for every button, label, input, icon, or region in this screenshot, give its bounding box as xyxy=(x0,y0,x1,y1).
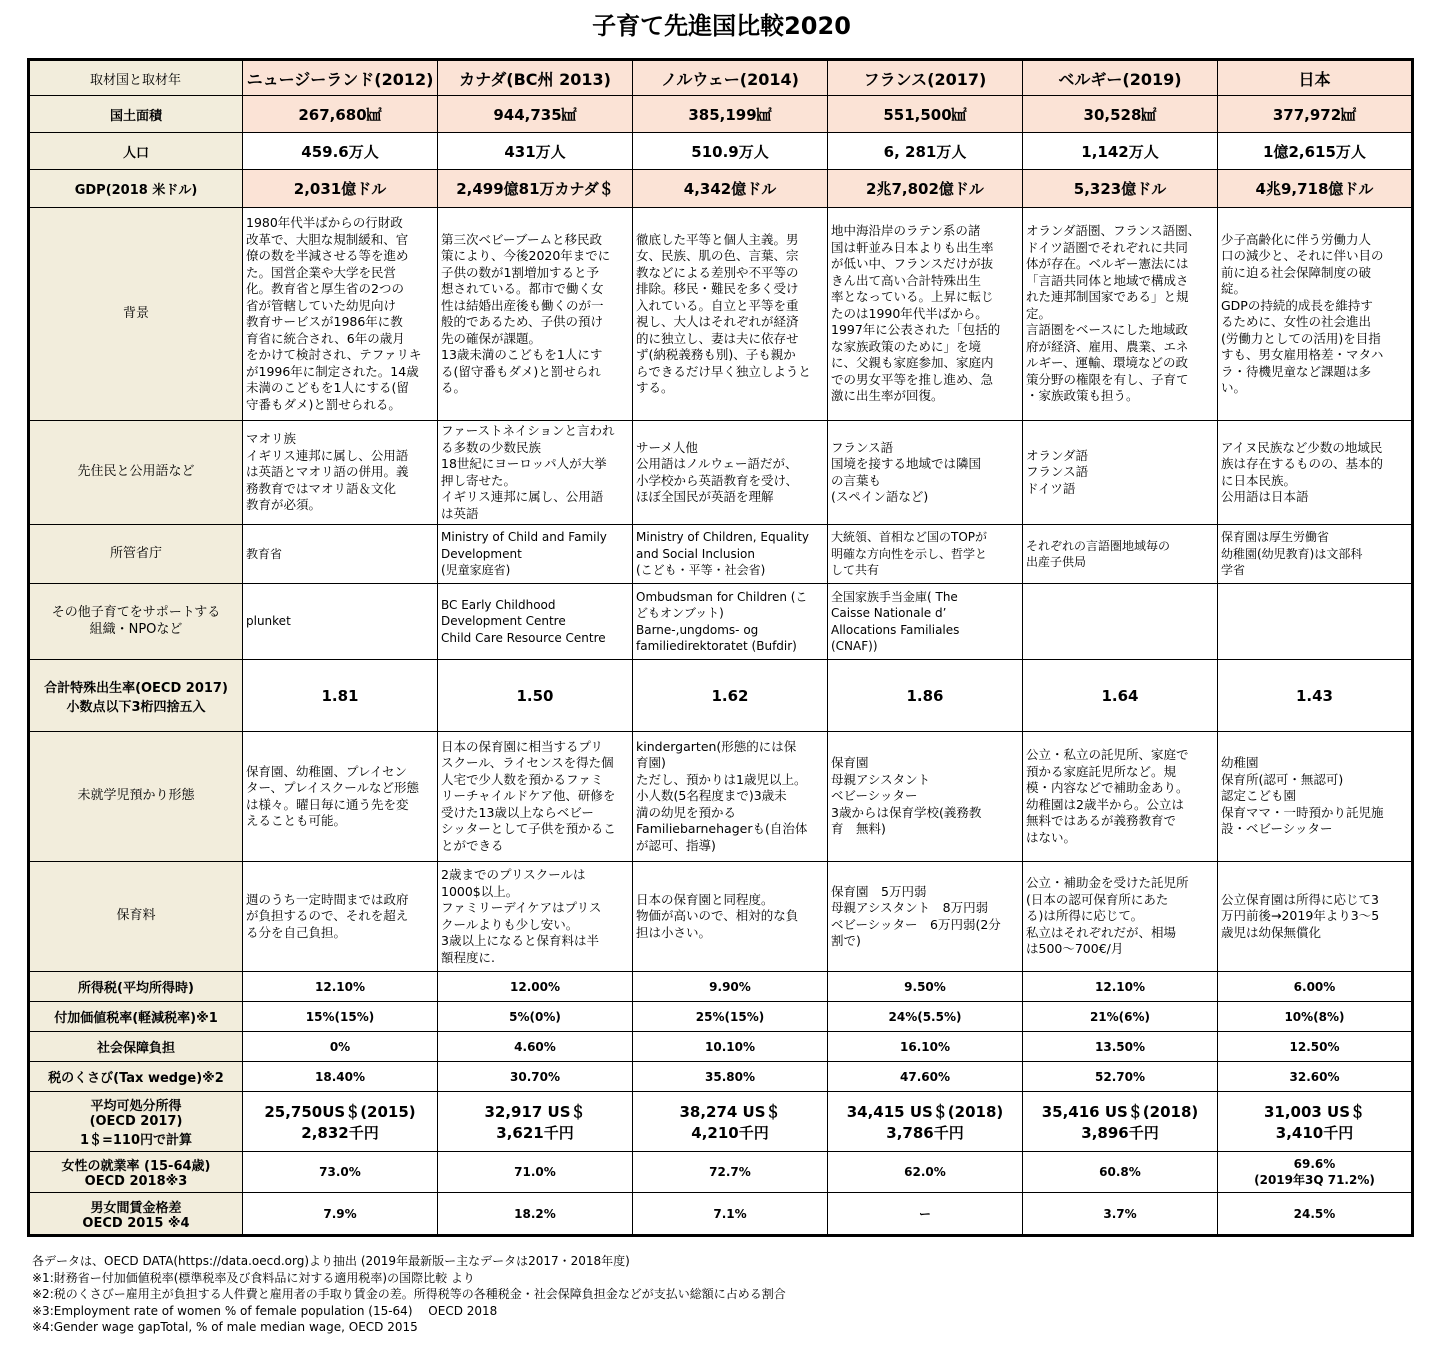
cell-text: 公立・補助金を受けた託児所 (日本の認可保育所にあた る)は所得に応じて。 私立はそれぞれだが、相場 は500～700€/月 xyxy=(1026,875,1189,957)
cell-text: 4,342億ドル xyxy=(683,180,777,198)
cell-text: 944,735㎢ xyxy=(493,105,577,124)
row-label: 取材国と取材年 xyxy=(29,60,243,96)
table-row-header xyxy=(29,60,1413,96)
table-cell xyxy=(438,170,633,208)
table-cell xyxy=(438,972,633,1002)
cell-text: 13.50% xyxy=(1095,1039,1145,1054)
cell-text: マオリ族 イギリス連邦に属し、公用語 は英語とマオリ語の併用。義 務教育ではマオリ語＆文化 教育が必須。 xyxy=(246,431,409,513)
table-cell xyxy=(633,862,828,972)
table-cell xyxy=(828,972,1023,1002)
table-cell xyxy=(1023,1062,1218,1092)
cell-text: 12.50% xyxy=(1289,1039,1340,1054)
table-cell xyxy=(1218,1002,1413,1032)
table-cell xyxy=(243,1062,438,1092)
cell-text: 62.0% xyxy=(904,1165,946,1179)
cell-text: 4兆9,718億ドル xyxy=(1255,180,1374,198)
table-row-vat xyxy=(29,1002,1413,1032)
cell-text: plunket xyxy=(246,614,291,629)
cell-text: Ministry of Child and Family Development (児童家庭省) xyxy=(441,530,607,578)
cell-text: 25,750US＄(2015) 2,832千円 xyxy=(264,1102,416,1142)
table-cell xyxy=(243,584,438,660)
cell-text: 9.90% xyxy=(709,979,751,994)
table-cell xyxy=(243,1002,438,1032)
table-row-population xyxy=(29,133,1413,170)
table-cell xyxy=(633,732,828,862)
cell-text: 1.86 xyxy=(906,686,944,705)
row-label: 付加価値税率(軽減税率)※1 xyxy=(29,1002,243,1032)
cell-text: 4.60% xyxy=(514,1039,556,1054)
table-row-ministry xyxy=(29,525,1413,584)
table-cell xyxy=(828,96,1023,133)
table-row-income-tax xyxy=(29,972,1413,1002)
cell-text: ノルウェー(2014) xyxy=(661,69,799,89)
table-cell xyxy=(1023,170,1218,208)
cell-text: Ministry of Children, Equality and Social Inclusion (こども・平等・社会省) xyxy=(636,530,810,578)
table-cell xyxy=(828,660,1023,732)
cell-text: 公立・私立の託児所、家庭で 預かる家庭託児所など。規 模・内容などで補助金あり。 幼稚園は2歳半から。公立は 無料ではあるが義務教育で はない。 xyxy=(1026,747,1189,845)
table-cell xyxy=(1218,1152,1413,1193)
cell-text: 267,680㎢ xyxy=(298,105,382,124)
table-cell xyxy=(1218,584,1413,660)
table-cell xyxy=(243,133,438,170)
table-cell xyxy=(1023,862,1218,972)
country-header xyxy=(243,60,438,96)
row-label: 所管省庁 xyxy=(29,525,243,584)
table-row-npo xyxy=(29,584,1413,660)
cell-text: 385,199㎢ xyxy=(688,105,772,124)
footnotes xyxy=(32,1253,786,1336)
table-cell xyxy=(1023,208,1218,421)
table-cell xyxy=(243,862,438,972)
row-label: 保育料 xyxy=(29,862,243,972)
table-cell xyxy=(438,1002,633,1032)
cell-text: ベルギー(2019) xyxy=(1058,69,1182,89)
table-cell xyxy=(438,584,633,660)
cell-text: 7.9% xyxy=(323,1206,357,1221)
table-cell xyxy=(1218,660,1413,732)
table-cell xyxy=(828,208,1023,421)
table-cell xyxy=(438,208,633,421)
row-label: 税のくさび(Tax wedge)※2 xyxy=(29,1062,243,1092)
table-cell xyxy=(633,1152,828,1193)
cell-text: 日本の保育園と同程度。 物価が高いので、相対的な負 担は小さい。 xyxy=(636,891,799,940)
cell-text: 72.7% xyxy=(709,1165,751,1179)
table-cell xyxy=(1218,1032,1413,1062)
table-cell xyxy=(1218,421,1413,525)
country-header xyxy=(633,60,828,96)
cell-text: 377,972㎢ xyxy=(1272,105,1357,124)
table-cell xyxy=(1023,1193,1218,1236)
table-cell xyxy=(438,862,633,972)
cell-text: 12.00% xyxy=(510,979,560,994)
cell-text: 2兆7,802億ドル xyxy=(866,180,984,198)
cell-text: ー xyxy=(918,1207,931,1221)
table-cell xyxy=(243,972,438,1002)
table-cell xyxy=(438,133,633,170)
country-header xyxy=(1023,60,1218,96)
cell-text: 52.70% xyxy=(1095,1069,1145,1084)
cell-text: 教育省 xyxy=(246,546,283,561)
row-label: 男女間賃金格差 OECD 2015 ※4 xyxy=(29,1193,243,1236)
table-cell xyxy=(633,96,828,133)
cell-text: BC Early Childhood Development Centre Child Care Resource Centre xyxy=(441,597,606,645)
cell-text: ニュージーランド(2012) xyxy=(246,69,434,89)
table-cell xyxy=(633,1062,828,1092)
table-cell xyxy=(243,1152,438,1193)
cell-text: Ombudsman for Children (こ どもオンブット) Barne-,ungdoms- og familiedirektoratet (Bufdir) xyxy=(636,589,808,653)
country-header xyxy=(828,60,1023,96)
table-cell xyxy=(438,1062,633,1092)
row-label: 社会保障負担 xyxy=(29,1032,243,1062)
cell-text: 幼稚園 保育所(認可・無認可) 認定こども園 保育ママ・一時預かり託児施 設・ベビーシッター xyxy=(1221,755,1384,837)
cell-text: 35,416 US＄(2018) 3,896千円 xyxy=(1041,1102,1199,1142)
table-cell xyxy=(1218,133,1413,170)
table-cell xyxy=(1023,1092,1218,1152)
row-label: 未就学児預かり形態 xyxy=(29,732,243,862)
table-cell xyxy=(633,660,828,732)
table-row-employment xyxy=(29,1152,1413,1193)
table-cell xyxy=(828,1193,1023,1236)
table-cell xyxy=(1218,208,1413,421)
footnote-line: 各データは、OECD DATA(https://data.oecd.org)より抽出 (2019年最新版ー主なデータは2017・2018年度) xyxy=(32,1254,630,1268)
table-cell xyxy=(243,1193,438,1236)
cell-text: 5,323億ドル xyxy=(1073,180,1167,198)
table-cell xyxy=(243,732,438,862)
table-cell xyxy=(633,1193,828,1236)
table-cell xyxy=(1023,972,1218,1002)
table-cell xyxy=(828,1062,1023,1092)
country-header xyxy=(1218,60,1413,96)
cell-text: 551,500㎢ xyxy=(883,105,967,124)
cell-text: 2歳までのプリスクールは 1000$以上。 ファミリーデイケアはプリス クールよりも少し安い。 3歳以上になると保育料は半 額程度に. xyxy=(441,867,602,965)
table-cell xyxy=(1023,96,1218,133)
cell-text: 9.50% xyxy=(904,979,946,994)
cell-text: 24%(5.5%) xyxy=(888,1009,962,1024)
table-cell xyxy=(438,1193,633,1236)
row-label: その他子育てをサポートする 組織・NPOなど xyxy=(29,584,243,660)
cell-text: 保育園 5万円弱 母親アシスタント 8万円弱 ベビーシッター 6万円弱(2分 割で) xyxy=(831,883,1001,948)
cell-text: 38,274 US＄ 4,210千円 xyxy=(679,1102,781,1142)
cell-text: 10%(8%) xyxy=(1284,1009,1345,1024)
table-row-wage-gap xyxy=(29,1193,1413,1236)
cell-text: フランス語 国境を接する地域では隣国 の言葉も (スペイン語など) xyxy=(831,439,982,504)
table-row-fees xyxy=(29,862,1413,972)
table-cell xyxy=(1218,732,1413,862)
table-cell xyxy=(828,1152,1023,1193)
cell-text: 18.40% xyxy=(315,1069,365,1084)
table-cell xyxy=(438,732,633,862)
row-label: 国土面積 xyxy=(29,96,243,133)
cell-text: 1980年代半ばからの行財政 改革で、大胆な規制緩和、官 僚の数を半減させる等を進め た。国営企業や大学を民営 化。教育省と厚生省の2つの 省が管轄していた幼児向け 教育サービスが1986年に教 育省に統合され、6年の歳月 をかけて検討され、テファリキ が1996年に制定された。14歳 未満のこどもを1人にする(留 守番もダメ)と罰せられる。 xyxy=(246,215,422,412)
table-cell xyxy=(243,525,438,584)
cell-text: それぞれの言語圏地域毎の 出産子供局 xyxy=(1026,538,1171,569)
table-row-area xyxy=(29,96,1413,133)
cell-text: 1.62 xyxy=(711,686,749,705)
cell-text: 徹底した平等と個人主義。男 女、民族、肌の色、言葉、宗 教などによる差別や不平等の 排除。移民・難民を多く受け 入れている。自立と平等を重 視し、大人はそれぞれが経済 的に独立し、妻は夫に依存せ ず(納税義務も別)、子も親か らできるだけ早く独立しようと する。 xyxy=(636,231,811,395)
table-cell xyxy=(243,96,438,133)
table-cell xyxy=(1218,972,1413,1002)
cell-text: サーメ人他 公用語はノルウェー語だが、 小学校から英語教育を受け、 ほぼ全国民が英語を理解 xyxy=(636,439,799,504)
cell-text: 47.60% xyxy=(900,1069,950,1084)
cell-text: 5%(0%) xyxy=(509,1009,561,1024)
table-cell xyxy=(633,1092,828,1152)
footnote-line: ※2:税のくさびー雇用主が負担する人件費と雇用者の手取り賃金の差。所得税等の各種税金・社会保障負担金などが支払い総額に占める割合 xyxy=(32,1287,786,1301)
cell-text: 71.0% xyxy=(514,1165,556,1179)
table-cell xyxy=(1023,1032,1218,1062)
cell-text: 30.70% xyxy=(510,1069,560,1084)
table-cell xyxy=(1218,170,1413,208)
table-cell xyxy=(438,660,633,732)
table-cell xyxy=(243,208,438,421)
cell-text: 6.00% xyxy=(1293,979,1336,994)
cell-text: カナダ(BC州 2013) xyxy=(459,69,611,89)
table-cell xyxy=(1023,1002,1218,1032)
table-cell xyxy=(828,1032,1023,1062)
table-cell xyxy=(243,1032,438,1062)
cell-text: 12.10% xyxy=(1095,979,1145,994)
cell-text: 1億2,615万人 xyxy=(1263,142,1366,161)
table-cell xyxy=(1023,584,1218,660)
cell-text: 7.1% xyxy=(713,1206,747,1221)
cell-text: 1.64 xyxy=(1101,686,1139,705)
row-label: GDP(2018 米ドル) xyxy=(29,170,243,208)
table-cell xyxy=(633,133,828,170)
cell-text: 24.5% xyxy=(1293,1206,1336,1221)
cell-text: 少子高齢化に伴う労働力人 口の減少と、それに伴い目の 前に迫る社会保障制度の破 綻。 GDPの持続的成長を維持す るために、女性の社会進出 (労働力としての活用)を目指 すも、男女雇用格差・マタハ ラ・待機児童など課題は多 い。 xyxy=(1221,231,1384,395)
cell-text: 30,528㎢ xyxy=(1083,105,1157,124)
table-cell xyxy=(243,170,438,208)
cell-text: 1.81 xyxy=(321,686,359,705)
table-cell xyxy=(828,421,1023,525)
table-cell xyxy=(243,1092,438,1152)
table-cell xyxy=(828,1092,1023,1152)
cell-text: 60.8% xyxy=(1099,1165,1141,1179)
table-cell xyxy=(633,972,828,1002)
table-cell xyxy=(1023,525,1218,584)
table-cell xyxy=(438,96,633,133)
table-cell xyxy=(438,421,633,525)
row-label: 先住民と公用語など xyxy=(29,421,243,525)
table-cell xyxy=(828,1002,1023,1032)
cell-text: 510.9万人 xyxy=(691,142,769,161)
cell-text: 保育園、幼稚園、プレイセン ター、プレイスクールなど形態 は様々。曜日毎に通う先を変 えることも可能。 xyxy=(246,763,420,828)
table-cell xyxy=(1218,862,1413,972)
cell-text: アイヌ民族など少数の地域民 族は存在するものの、基本的 に日本民族。 公用語は日本語 xyxy=(1221,439,1384,504)
table-cell xyxy=(438,525,633,584)
table-cell xyxy=(1023,421,1218,525)
table-cell xyxy=(828,862,1023,972)
table-cell xyxy=(1218,1193,1413,1236)
cell-text: 15%(15%) xyxy=(305,1009,375,1024)
cell-text: 2,031億ドル xyxy=(293,180,387,198)
table-cell xyxy=(633,208,828,421)
table-cell xyxy=(243,421,438,525)
comparison-table xyxy=(27,58,1414,1237)
cell-text: 69.6% (2019年3Q 71.2%) xyxy=(1254,1156,1375,1187)
table-cell xyxy=(1023,732,1218,862)
table-cell xyxy=(828,732,1023,862)
table-cell xyxy=(633,1002,828,1032)
footnote-line: ※1:財務省ー付加価値税率(標準税率及び食料品に対する適用税率)の国際比較 より xyxy=(32,1270,475,1285)
table-cell xyxy=(828,170,1023,208)
cell-text: 1,142万人 xyxy=(1081,142,1159,161)
footnote-line: ※4:Gender wage gapTotal, % of male median wage, OECD 2015 xyxy=(32,1320,418,1334)
cell-text: 16.10% xyxy=(900,1039,950,1054)
row-label: 女性の就業率 (15-64歳) OECD 2018※3 xyxy=(29,1152,243,1193)
table-cell xyxy=(243,660,438,732)
table-cell xyxy=(1218,1092,1413,1152)
table-row-background xyxy=(29,208,1413,421)
table-cell xyxy=(438,1032,633,1062)
row-label: 合計特殊出生率(OECD 2017) 小数点以下3桁四捨五入 xyxy=(29,660,243,732)
cell-text: オランダ語 フランス語 ドイツ語 xyxy=(1026,447,1089,496)
row-label: 背景 xyxy=(29,208,243,421)
cell-text: 6, 281万人 xyxy=(883,142,967,161)
cell-text: 12.10% xyxy=(315,979,365,994)
table-cell xyxy=(438,1152,633,1193)
cell-text: 公立保育園は所得に応じて3 万円前後→2019年より3～5 歳児は幼保無償化 xyxy=(1221,891,1380,940)
cell-text: 1.50 xyxy=(516,686,554,705)
footnote-line: ※3:Employment rate of women % of female population (15-64) OECD 2018 xyxy=(32,1303,498,1318)
cell-text: 1.43 xyxy=(1295,686,1333,705)
table-cell xyxy=(633,170,828,208)
table-cell xyxy=(828,584,1023,660)
table-cell xyxy=(828,133,1023,170)
cell-text: 0% xyxy=(329,1039,351,1054)
cell-text: 3.7% xyxy=(1103,1206,1137,1221)
table-cell xyxy=(828,525,1023,584)
cell-text: 34,415 US＄(2018) 3,786千円 xyxy=(846,1102,1004,1142)
cell-text: 73.0% xyxy=(319,1165,361,1179)
table-cell xyxy=(633,1032,828,1062)
table-cell xyxy=(1023,1152,1218,1193)
row-label: 人口 xyxy=(29,133,243,170)
cell-text: 32.60% xyxy=(1289,1069,1340,1084)
cell-text: 18.2% xyxy=(514,1206,556,1221)
cell-text: 日本 xyxy=(1298,69,1331,89)
country-header xyxy=(438,60,633,96)
cell-text: フランス(2017) xyxy=(863,69,987,89)
table-cell xyxy=(633,421,828,525)
table-cell xyxy=(438,1092,633,1152)
cell-text: 10.10% xyxy=(705,1039,755,1054)
table-row-social xyxy=(29,1032,1413,1062)
table-row-disposable xyxy=(29,1092,1413,1152)
cell-text: 35.80% xyxy=(705,1069,755,1084)
table-cell xyxy=(1023,133,1218,170)
table-row-indigenous xyxy=(29,421,1413,525)
row-label: 平均可処分所得 (OECD 2017) 1＄=110円で計算 xyxy=(29,1092,243,1152)
row-label: 所得税(平均所得時) xyxy=(29,972,243,1002)
cell-text: 保育園 母親アシスタント ベビーシッター 3歳からは保育学校(義務教 育 無料) xyxy=(831,755,982,837)
cell-text: 431万人 xyxy=(504,142,566,161)
cell-text: 32,917 US＄ 3,621千円 xyxy=(484,1102,586,1142)
cell-text: ファーストネイションと言われ る多数の少数民族 18世紀にヨーロッパ人が大挙 押し寄せた。 イギリス連邦に属し、公用語 は英語 xyxy=(441,423,615,521)
table-row-wedge xyxy=(29,1062,1413,1092)
table-cell xyxy=(1218,96,1413,133)
page-title: 子育て先進国比較2020 xyxy=(592,12,851,40)
cell-text: 2,499億81万カナダ＄ xyxy=(456,180,614,198)
cell-text: 週のうち一定時間までは政府 が負担するので、それを超え る分を自己負担。 xyxy=(246,891,409,940)
cell-text: 日本の保育園に相当するプリ スクール、ライセンスを得た個 人宅で少人数を預かるファミ リーチャイルドケア他、研修を 受けた13歳以上ならベビー シッターとして子供を預かるこ とができる xyxy=(441,738,616,853)
cell-text: 25%(15%) xyxy=(695,1009,765,1024)
table-row-childcare xyxy=(29,732,1413,862)
table-cell xyxy=(633,584,828,660)
cell-text: kindergarten(形態的には保 育園) ただし、預かりは1歳児以上。 小人数(5名程度まで)3歳未 満の幼児を預かる Familiebarnehagerも(自治体 が認可、指導) xyxy=(636,738,808,853)
table-row-gdp xyxy=(29,170,1413,208)
table-cell xyxy=(1023,660,1218,732)
cell-text: 大統領、首相など国のTOPが 明確な方向性を示し、哲学と して共有 xyxy=(831,530,988,578)
cell-text: 21%(6%) xyxy=(1089,1009,1151,1024)
cell-text: オランダ語圏、フランス語圏、 ドイツ語圏でそれぞれに共同 体が存在。ベルギー憲法には 「言語共同体と地域で構成さ れた連邦制国家である」と規 定。 言語圏をベースにした地域政 府が経済、雇用、農業、エネ ルギー、運輸、環境などの政 策分野の権限を有し、子育て ・家族政策も担う。 xyxy=(1026,223,1201,404)
table-cell xyxy=(1218,1062,1413,1092)
table-cell xyxy=(633,525,828,584)
table-row-fertility xyxy=(29,660,1413,732)
cell-text: 第三次ベビーブームと移民政 策により、今後2020年までに 子供の数が1割増加すると予 想されている。都市で働く女 性は結婚出産後も働くのが一 般的であるため、子供の預け 先の確保が課題。 13歳未満のこどもを1人にす る(留守番もダメ)と罰せられ る。 xyxy=(441,231,611,395)
cell-text: 31,003 US＄ 3,410千円 xyxy=(1263,1102,1366,1142)
cell-text: 保育園は厚生労働省 幼稚園(幼児教育)は文部科 学省 xyxy=(1221,530,1363,578)
cell-text: 全国家族手当金庫( The Caisse Nationale d’ Allocations Familiales (CNAF)) xyxy=(831,589,960,653)
cell-text: 459.6万人 xyxy=(301,142,379,161)
cell-text: 地中海沿岸のラテン系の諸 国は軒並み日本よりも出生率 が低い中、フランスだけが抜 きん出て高い合計特殊出生 率となっている。上昇に転じ たのは1990年代半ばから。 1997年に公表された「包括的 な家族政策のために」を境 に、父親も家庭参加、家庭内 での男女平等を推し進め、急 激に出生率が回復。 xyxy=(831,223,1001,404)
table-cell xyxy=(1218,525,1413,584)
